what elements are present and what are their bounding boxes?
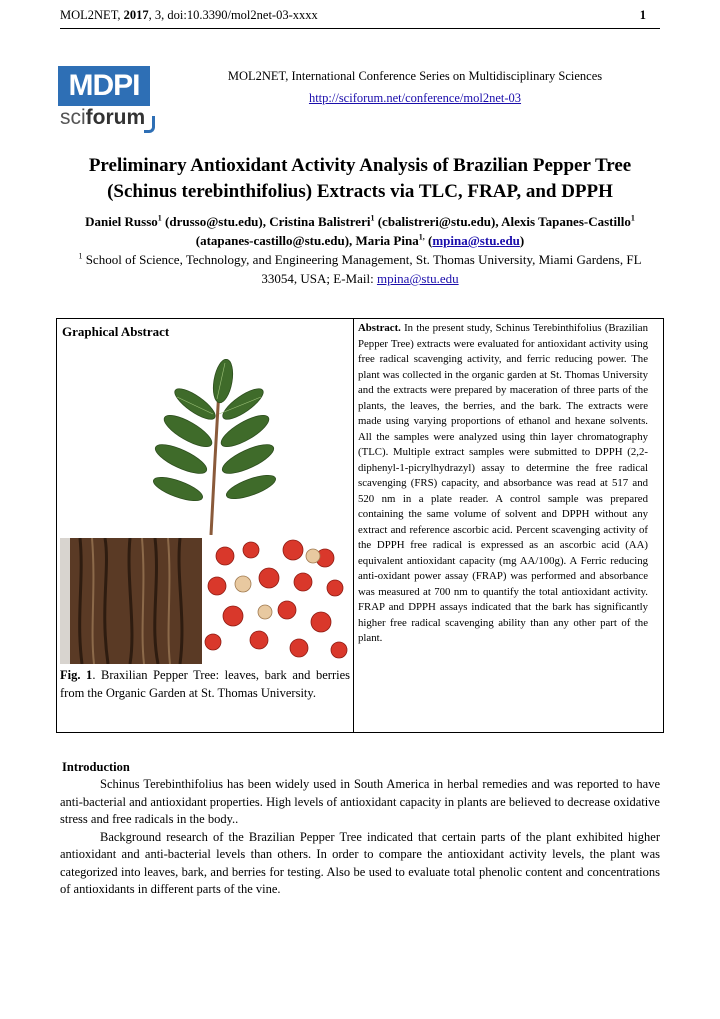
author-1-sup: 1 [157,213,162,223]
author-1: Daniel Russo [85,214,158,229]
author-4: Maria Pina [355,233,419,248]
header-journal: MOL2NET, [60,8,124,22]
affiliation: School of Science, Technology, and Engineering Management, St. Thomas University, Miami Gardens, FL 33054, USA; E-Mail: [85,252,642,286]
corresponding-email-link[interactable]: mpina@stu.edu [432,233,520,248]
author-4-sup: 1, [418,232,425,242]
affiliation-email-link[interactable]: mpina@stu.edu [376,271,459,286]
sciforum-sci: sci [60,106,86,129]
mdpi-sciforum-logo [58,66,152,132]
header-doi: , 3, doi:10.3390/mol2net-03-xxxx [148,8,318,22]
abstract-text: In the present study, Schinus Terebinthifolius (Brazilian Pepper Tree) extracts were evaluated for antioxidant activity using free radical scavenging activity, and ferric reducing power. The plant was collected in the organic garden at St. Thomas University and the extracts were prepared by maceration of three parts of the plants, the leaves, the berries, and the bark. The extracts were made using varying proportions of ethanol and hexane solvents. All the samples were analyzed using thin layer chromatography (TLC). Multiple extract samples were submitted to DPPH (2,2-diphenyl-1-picrylhydrazyl) assay to determine the free radical scavenging (FRS) capacity, and absorbance was read at 517 and 520 nm in a plate reader. A control sample was prepared containing the same volume of solvent and DPPH without any extract and reference ascorbic acid. Percent scavenging activity of the DPPH free radical is expressed as an ascorbic acid (AA) equivalent antioxidant capacity (mg AA/100g). A Ferric reducing anti-oxidant power assay (FRAP) was performed and absorbance was measured at 700 nm to quantify the total antioxidant activity. FRAP and DPPH assays indicated that the bark has significantly higher free radical scavenging ability than any other part of the plant. [358,322,648,644]
header-citation [60,8,318,23]
sciforum-forum: forum [85,106,146,129]
bark-photo [60,538,202,664]
page-number: 1 [639,8,646,22]
conference-url[interactable] [170,91,660,106]
figure-caption-text: . Braxilian Pepper Tree: leaves, bark and berries from the Organic Garden at St. Thomas University. [60,668,350,700]
author-2-sup: 1 [370,213,375,223]
title-line-2: (Schinus terebinthifolius) Extracts via TLC, FRAP, and DPPH [107,181,613,202]
author-1-email: (drusso@stu.edu), [161,214,270,229]
graphical-abstract-heading: Graphical Abstract [62,324,170,339]
figure-label: Fig. 1 [60,668,93,682]
conference-link[interactable]: http://sciforum.net/conference/mol2net-03 [308,91,522,105]
box-divider [353,318,354,733]
affiliation-sup: 1 [78,251,83,261]
figure-caption [60,667,350,702]
leaves-photo [133,359,288,535]
introduction-paragraph-2: Background research of the Brazilian Pepper Tree indicated that certain parts of the plant exhibited higher antioxidant and anti-bacterial levels than others. In order to compare the antioxidant activity levels, the plant was categorized into leaves, bark, and berries for testing. Also be used to evaluate total phenolic content and concentrations of antioxidants in different parts of the vine. [60,829,660,896]
author-block [62,212,658,288]
header-year: 2017 [123,8,149,22]
author-3: Alexis Tapanes-Castillo [501,214,631,229]
introduction-heading: Introduction [62,760,130,774]
paper-title [60,153,660,205]
header-rule [60,28,660,29]
introduction-body [60,776,660,899]
author-2-email: (cbalistreri@stu.edu), [374,214,502,229]
sciforum-mark-icon [144,116,155,133]
conference-title: MOL2NET, International Conference Series on Multidisciplinary Sciences [227,69,603,83]
abstract [358,321,648,647]
author-list: Daniel Russo$^1$ (drusso@stu.edu), Cristina Balistreri$^1$ (cbalistreri@stu.edu), Alexis Tapanes-Castillo$^1$ (atapanes-castillo@stu.edu), Maria Pina$^{1,}$ (mpina@stu.edu) [85,213,635,248]
mdpi-logo: MDPI [58,66,150,106]
author-2: Cristina Balistreri [269,214,371,229]
author-3-sup: 1 [630,213,635,223]
berries-photo [203,538,349,664]
introduction-paragraph-1: Schinus Terebinthifolius has been widely used in South America in herbal remedies and was reported to have anti-bacterial and antioxidant properties. High levels of antioxidant capacity in plants are believed to decrease oxidative stress and free radicals in the body.. [60,777,660,826]
title-line-1: Preliminary Antioxidant Activity Analysis of Brazilian Pepper Tree [88,155,632,176]
author-3-email: (atapanes-castillo@stu.edu), [195,233,356,248]
abstract-label: Abstract. [358,322,401,334]
sciforum-logo [60,106,145,130]
